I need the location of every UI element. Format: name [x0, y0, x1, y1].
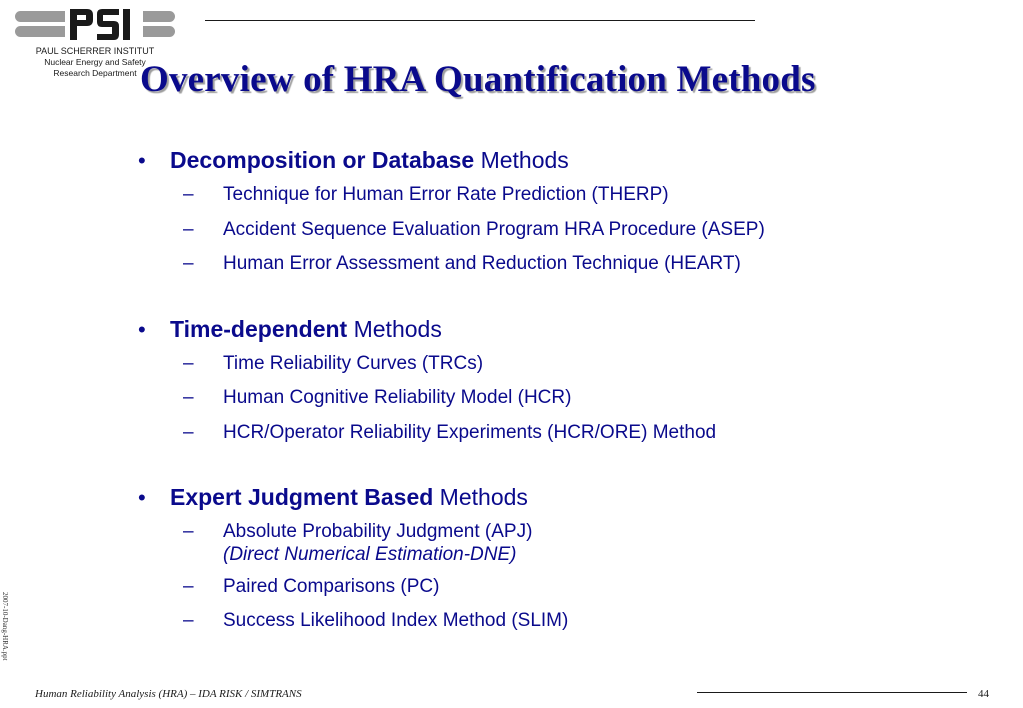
bullet-heading-bold: Decomposition or Database [170, 147, 475, 173]
list-item [130, 178, 990, 213]
dash-icon: – [183, 218, 194, 240]
list-item-note: (Direct Numerical Estimation-DNE) [223, 543, 517, 565]
sub-list [130, 347, 990, 451]
institute-name: PAUL SCHERRER INSTITUT [35, 46, 155, 56]
bullet-icon: • [138, 316, 146, 342]
list-item [130, 416, 990, 451]
section-time-dependent [130, 312, 990, 451]
list-item-text: Human Error Assessment and Reduction Technique (HEART) [223, 253, 741, 274]
dash-icon: – [183, 610, 194, 631]
page-number: 44 [978, 688, 989, 700]
section-expert-judgment [130, 480, 990, 639]
list-item [130, 570, 990, 605]
bullet-icon: • [138, 485, 146, 510]
list-item-text: Human Cognitive Reliability Model (HCR) [223, 387, 572, 408]
dash-icon: – [183, 184, 194, 205]
list-item-text: HCR/Operator Reliability Experiments (HCR/ORE) Method [223, 421, 717, 443]
bullet-heading-plain: Methods [347, 315, 442, 342]
list-item [130, 515, 990, 570]
dash-icon: – [183, 521, 194, 542]
bullet-heading [130, 143, 990, 178]
list-item [130, 213, 990, 248]
top-rule [205, 20, 755, 21]
bullet-heading-plain: Methods [474, 147, 569, 173]
list-item-text: Time Reliability Curves (TRCs) [223, 352, 484, 374]
psi-logo-icon [15, 5, 175, 45]
sub-list [130, 178, 990, 282]
section-decomposition [130, 143, 990, 282]
bullet-list [130, 143, 990, 639]
dash-icon: – [183, 352, 194, 374]
bottom-rule [697, 692, 967, 693]
dash-icon: – [183, 387, 194, 408]
slide-title: Overview of HRA Quantification Methods [140, 59, 816, 100]
department-line-2: Research Department [53, 68, 137, 78]
list-item-text: Absolute Probability Judgment (APJ) [223, 521, 533, 542]
bullet-heading [130, 480, 990, 515]
bullet-heading-bold: Time-dependent [170, 315, 348, 342]
footer-text: Human Reliability Analysis (HRA) – IDA RISK / SIMTRANS [35, 688, 302, 700]
dash-icon: – [183, 421, 194, 443]
list-item-text: Technique for Human Error Rate Prediction (THERP) [223, 184, 669, 205]
dash-icon: – [183, 575, 194, 597]
bullet-heading-bold: Expert Judgment Based [170, 484, 434, 510]
bullet-icon: • [138, 148, 146, 173]
dash-icon: – [183, 253, 194, 274]
list-item-text: Accident Sequence Evaluation Program HRA Procedure (ASEP) [223, 218, 765, 240]
bullet-heading [130, 312, 990, 347]
list-item [130, 347, 990, 382]
department-line-1: Nuclear Energy and Safety [44, 57, 146, 67]
list-item [130, 604, 990, 639]
bullet-heading-plain: Methods [433, 484, 528, 510]
list-item-text: Paired Comparisons (PC) [223, 575, 440, 597]
list-item-text: Success Likelihood Index Method (SLIM) [223, 610, 569, 631]
sub-list [130, 515, 990, 639]
side-file-label: 2007-10-Dang-HRA.ppt [1, 592, 9, 661]
list-item [130, 247, 990, 282]
list-item [130, 381, 990, 416]
